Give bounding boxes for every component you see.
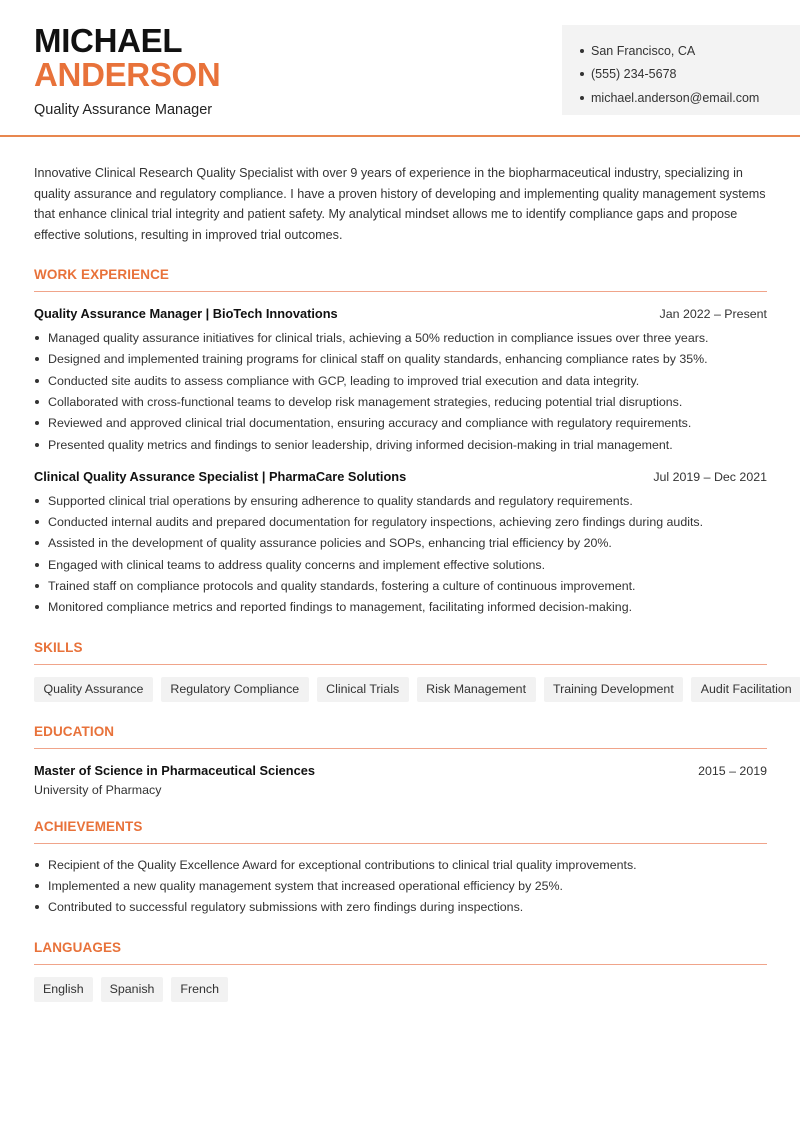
contact-location — [580, 39, 800, 63]
bullet-icon — [35, 584, 39, 588]
bullet-text: Designed and implemented training programs for clinical staff on quality standards, enhancing compliance rates by 35%. — [48, 352, 708, 367]
achievement-bullets — [34, 854, 767, 918]
skill-tag: Training Development — [544, 677, 684, 702]
bullet-text: Managed quality assurance initiatives for clinical trials, achieving a 50% reduction in compliance issues over three years. — [48, 331, 709, 346]
language-tag: English — [34, 977, 93, 1002]
skill-tag: Audit Facilitation — [691, 677, 800, 702]
skills-list — [34, 677, 792, 702]
bullet-icon — [35, 499, 39, 503]
bullet-icon — [35, 421, 39, 425]
bullet-text: Recipient of the Quality Excellence Award for exceptional contributions to clinical trial quality improvements. — [48, 857, 637, 872]
bullet-item — [34, 349, 767, 370]
education-dates: 2015 – 2019 — [698, 763, 767, 778]
bullet-item — [34, 575, 767, 596]
bullet-item — [34, 413, 767, 434]
job-header — [34, 306, 767, 321]
bullet-icon — [35, 605, 39, 609]
bullet-icon — [35, 563, 39, 567]
bullet-icon — [35, 400, 39, 404]
section-languages — [34, 940, 767, 1002]
bullet-text: Engaged with clinical teams to address quality concerns and implement effective solutions. — [48, 557, 546, 572]
bullet-item — [34, 897, 767, 918]
bullet-icon — [35, 443, 39, 447]
bullet-icon — [35, 541, 39, 545]
job-entry — [34, 306, 767, 455]
job-title: Quality Assurance Manager — [34, 102, 213, 118]
job-entry — [34, 469, 767, 618]
bullet-item — [34, 875, 767, 896]
bullet-icon — [35, 884, 39, 888]
skill-tag: Risk Management — [417, 677, 536, 702]
bullet-text: Implemented a new quality management system that increased operational efficiency by 25%. — [48, 878, 563, 893]
contact-email-text: michael.anderson@email.com — [591, 90, 760, 105]
bullet-icon — [580, 96, 584, 100]
resume-header — [0, 0, 800, 137]
summary: Innovative Clinical Research Quality Specialist with over 9 years of experience in the biopharmaceutical industry, specializing in quality assurance and regulatory compliance. I have a proven history of developing and implementing quality management systems that enhance clinical trial integrity and patient safety. My analytical mindset allows me to identify compliance gaps and propose effective solutions, resulting in improved trial outcomes. — [34, 166, 766, 242]
section-work-experience — [34, 267, 767, 618]
bullet-text: Reviewed and approved clinical trial documentation, ensuring accuracy and compliance with regulatory requirements. — [48, 416, 692, 431]
section-education — [34, 724, 767, 797]
contact-phone — [580, 63, 800, 87]
bullet-item — [34, 490, 767, 511]
bullet-text: Presented quality metrics and findings to senior leadership, driving informed decision-making in trial management. — [48, 437, 673, 452]
bullet-icon — [35, 905, 39, 909]
section-title: ACHIEVEMENTS — [34, 819, 767, 844]
languages-list — [34, 977, 767, 1002]
name-block — [34, 24, 220, 118]
job-dates: Jan 2022 – Present — [659, 307, 767, 322]
job-role: Quality Assurance Manager | BioTech Innovations — [34, 306, 338, 322]
bullet-item — [34, 533, 767, 554]
bullet-icon — [35, 863, 39, 867]
contact-location-text: San Francisco, CA — [591, 43, 696, 58]
bullet-icon — [35, 357, 39, 361]
bullet-item — [34, 511, 767, 532]
bullet-icon — [35, 520, 39, 524]
bullet-text: Collaborated with cross-functional teams to develop risk management strategies, reducing potential trial disruptions. — [48, 394, 683, 409]
bullet-text: Contributed to successful regulatory submissions with zero findings during inspections. — [48, 900, 524, 915]
section-title: EDUCATION — [34, 724, 767, 749]
job-role: Clinical Quality Assurance Specialist | PharmaCare Solutions — [34, 469, 407, 485]
bullet-icon — [35, 336, 39, 340]
job-bullets — [34, 490, 767, 618]
school: University of Pharmacy — [34, 782, 162, 797]
bullet-text: Conducted internal audits and prepared documentation for regulatory inspections, achieving zero findings during audits. — [48, 515, 704, 530]
section-title: LANGUAGES — [34, 940, 767, 965]
education-header — [34, 763, 767, 778]
bullet-item — [34, 327, 767, 348]
contact-email — [580, 86, 800, 110]
contact-phone-text: (555) 234-5678 — [591, 67, 677, 82]
bullet-item — [34, 434, 767, 455]
resume-body — [34, 163, 792, 1002]
job-dates: Jul 2019 – Dec 2021 — [653, 470, 767, 485]
skill-tag: Clinical Trials — [317, 677, 409, 702]
bullet-item — [34, 597, 767, 618]
section-title: WORK EXPERIENCE — [34, 267, 767, 292]
section-title: SKILLS — [34, 640, 767, 665]
bullet-icon — [35, 379, 39, 383]
skill-tag: Quality Assurance — [34, 677, 153, 702]
section-achievements — [34, 819, 767, 918]
bullet-item — [34, 370, 767, 391]
bullet-icon — [580, 72, 584, 76]
bullet-item — [34, 391, 767, 412]
bullet-icon — [580, 49, 584, 53]
bullet-text: Supported clinical trial operations by ensuring adherence to quality standards and regulatory requirements. — [48, 493, 633, 508]
section-skills — [34, 639, 792, 702]
bullet-text: Assisted in the development of quality assurance policies and SOPs, enhancing trial efficiency by 20%. — [48, 536, 612, 551]
job-bullets — [34, 327, 767, 455]
skill-tag: Regulatory Compliance — [161, 677, 309, 702]
contact-box — [562, 25, 800, 115]
language-tag: Spanish — [101, 977, 164, 1002]
job-header — [34, 469, 767, 484]
education-entry — [34, 763, 767, 797]
last-name: ANDERSON — [34, 56, 221, 93]
bullet-text: Monitored compliance metrics and reported findings to management, facilitating informed decision-making. — [48, 600, 633, 615]
bullet-item — [34, 554, 767, 575]
bullet-text: Trained staff on compliance protocols and quality standards, fostering a culture of continuous improvement. — [48, 578, 636, 593]
bullet-item — [34, 854, 767, 875]
first-name: MICHAEL — [34, 22, 183, 59]
degree: Master of Science in Pharmaceutical Sciences — [34, 762, 315, 778]
language-tag: French — [171, 977, 228, 1002]
bullet-text: Conducted site audits to assess compliance with GCP, leading to improved trial execution and data integrity. — [48, 373, 640, 388]
